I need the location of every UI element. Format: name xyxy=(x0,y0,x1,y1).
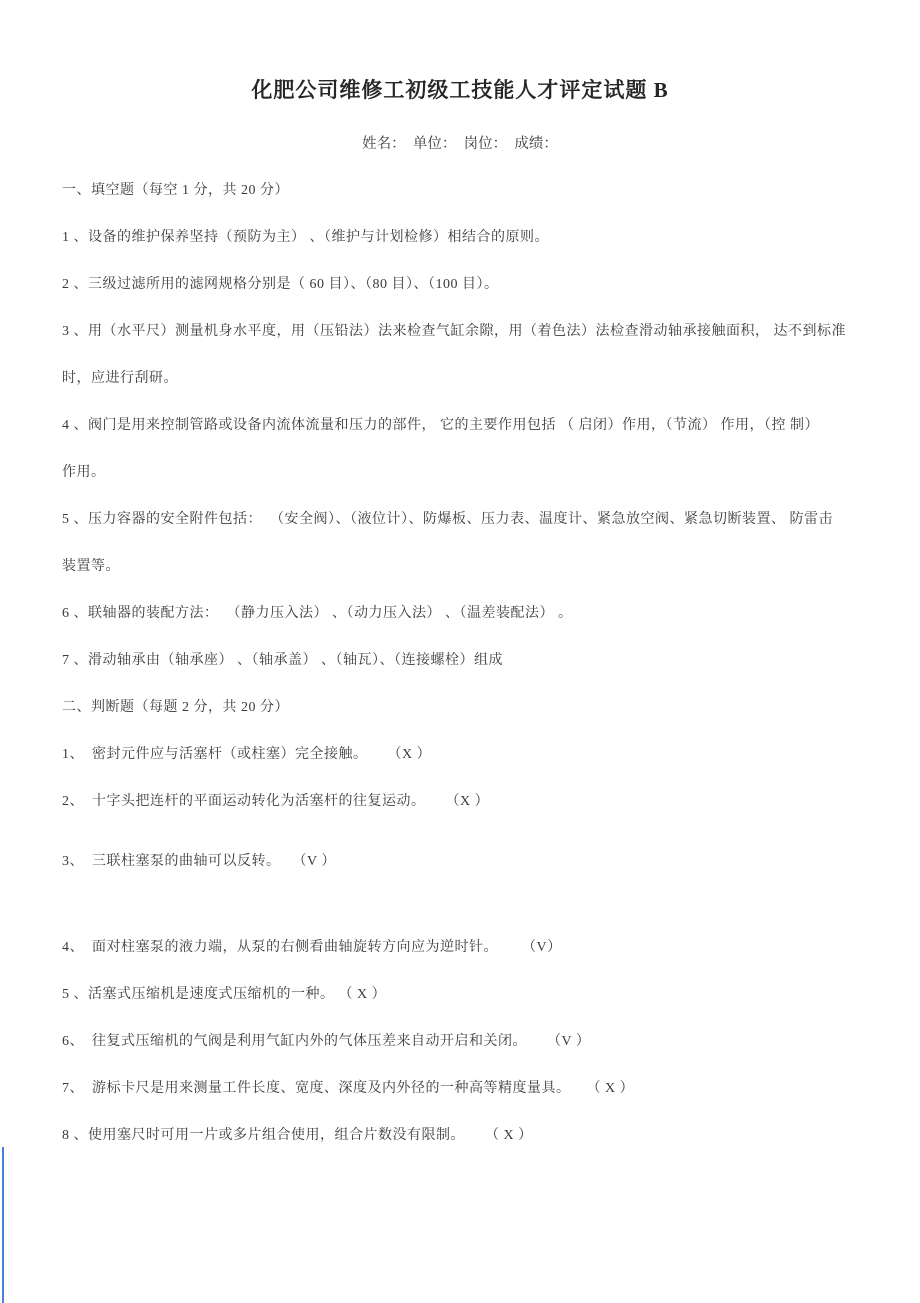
true-false-question-7: 7、 游标卡尺是用来测量工件长度、宽度、深度及内外径的一种高等精度量具。 （ X ） xyxy=(62,1081,635,1096)
section-2-heading: 二、判断题（每题 2 分，共 20 分） xyxy=(62,700,289,715)
true-false-question-4: 4、 面对柱塞泵的液力端，从泵的右侧看曲轴旋转方向应为逆时针。 （V） xyxy=(62,940,562,955)
true-false-question-1: 1、 密封元件应与活塞杆（或柱塞）完全接触。 （X ） xyxy=(62,747,432,762)
left-edge-accent-line xyxy=(2,1147,4,1303)
fill-blank-question-2: 2 、三级过滤所用的滤网规格分别是（ 60 目）、（80 目）、（100 目）。 xyxy=(62,277,499,292)
fill-blank-question-3-line-1: 3 、用（水平尺）测量机身水平度，用（压铅法）法来检查气缸余隙，用（着色法）法检查滑动轴承接触面积， 达不到标准 xyxy=(62,324,846,339)
exam-body xyxy=(0,167,920,1159)
true-false-question-3: 3、 三联柱塞泵的曲轴可以反转。 （V ） xyxy=(62,854,336,869)
fill-blank-question-3-line-2: 时，应进行刮研。 xyxy=(62,371,178,386)
true-false-question-5: 5 、活塞式压缩机是速度式压缩机的一种。 （ X ） xyxy=(62,987,387,1002)
true-false-question-8: 8 、使用塞尺时可用一片或多片组合使用，组合片数没有限制。 （ X ） xyxy=(62,1128,533,1143)
exam-title: 化肥公司维修工初级工技能人才评定试题 B xyxy=(251,78,669,102)
fill-blank-question-4-line-1: 4 、阀门是用来控制管路或设备内流体流量和压力的部件， 它的主要作用包括 （ 启闭）作用，（节流） 作用，（控 制） xyxy=(62,418,819,433)
fill-blank-question-5-line-1: 5 、压力容器的安全附件包括： （安全阀）、（液位计）、防爆板、压力表、温度计、紧急放空阀、紧急切断装置、 防雷击 xyxy=(62,512,833,527)
true-false-question-6: 6、 往复式压缩机的气阀是利用气缸内外的气体压差来自动开启和关闭。 （V ） xyxy=(62,1034,591,1049)
fill-blank-question-4-line-2: 作用。 xyxy=(62,465,106,480)
true-false-question-2: 2、 十字头把连杆的平面运动转化为活塞杆的往复运动。 （X ） xyxy=(62,794,490,809)
fill-blank-question-7: 7 、滑动轴承由（轴承座） 、（轴承盖） 、（轴瓦）、（连接螺栓）组成 xyxy=(62,653,503,668)
fill-blank-question-6: 6 、联轴器的装配方法： （静力压入法） 、（动力压入法） 、（温差装配法） 。 xyxy=(62,606,573,621)
section-1-heading: 一、填空题（每空 1 分，共 20 分） xyxy=(62,183,289,198)
student-info-line: 姓名： 单位： 岗位： 成绩： xyxy=(362,136,558,152)
fill-blank-question-5-line-2: 装置等。 xyxy=(62,559,120,574)
fill-blank-question-1: 1 、设备的维护保养坚持（预防为主） 、（维护与计划检修）相结合的原则。 xyxy=(62,230,549,245)
